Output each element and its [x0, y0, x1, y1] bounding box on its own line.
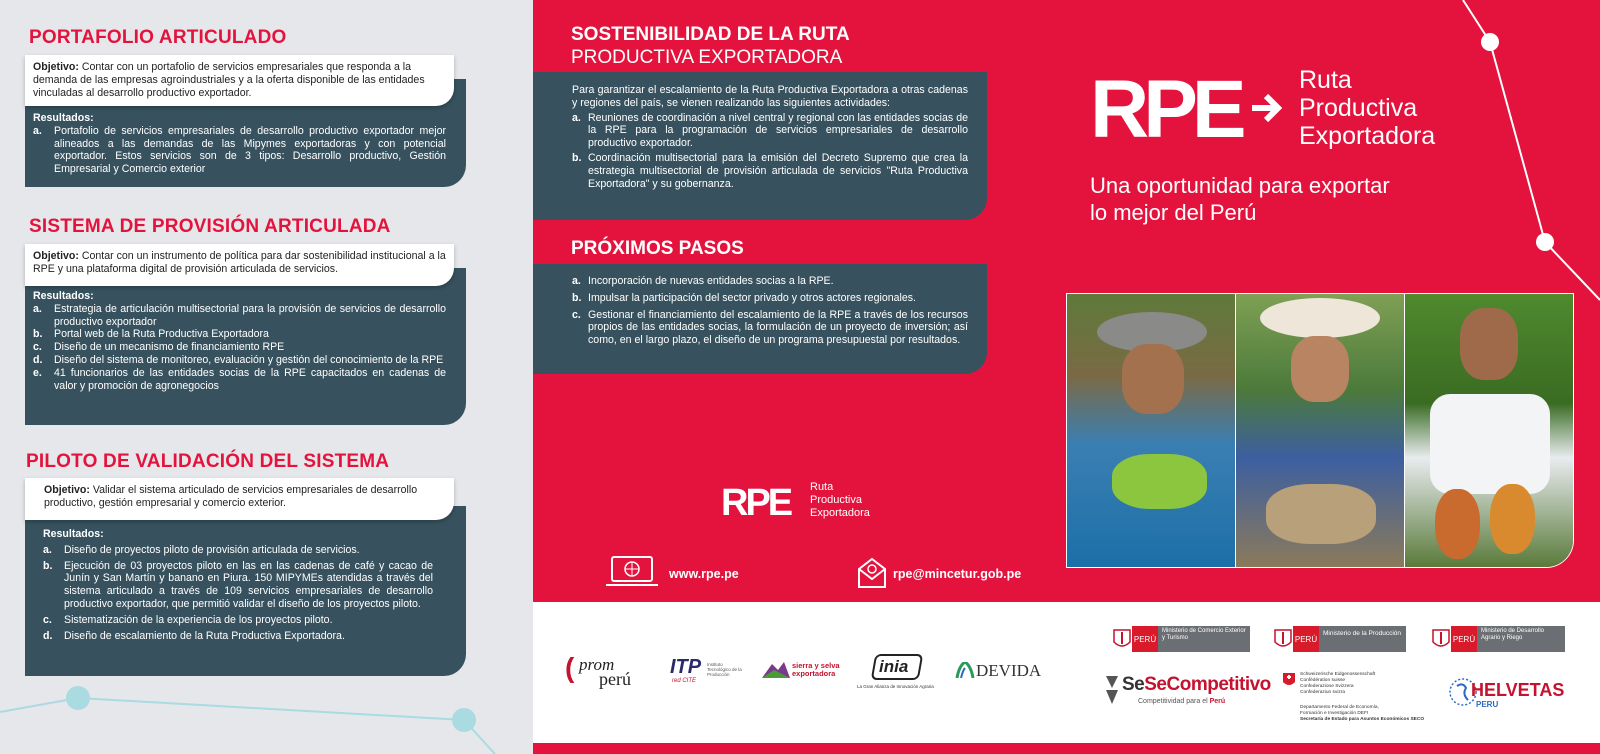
tagline-line: lo mejor del Perú: [1090, 200, 1257, 225]
peru-label: PERÚ: [1451, 626, 1477, 652]
rpe-logo-small: RPE: [721, 482, 791, 524]
objective-box-portafolio: [25, 55, 454, 106]
ministry-name: Ministerio de Comercio Exterior y Turismo: [1158, 626, 1250, 652]
laptop-globe-icon: [604, 555, 660, 589]
list-item: b. Impulsar la participación del sector privado y otros actores regionales.: [572, 291, 916, 304]
list-item: a. Diseño de proyectos piloto de provisión articulada de servicios.: [43, 543, 360, 556]
objective-label: Objetivo:: [33, 61, 79, 73]
sostenibilidad-intro: Para garantizar el escalamiento de la Ruta Productiva Exportadora a otras cadenas y regiones del país, se vienen realizando las siguientes actividades:: [572, 84, 968, 109]
email-envelope-icon: [856, 555, 888, 589]
helvetas-logo: HELVETAS PERU: [1448, 676, 1573, 712]
arrow-icon: [1250, 88, 1282, 128]
peru-shield-icon: [1273, 626, 1293, 652]
brand-line: Ruta: [810, 481, 834, 493]
swiss-confederation-logo: Schweizerische Eidgenossenschaft Confédération suisse Confederazione Svizzera Confederaziun svizra Departamento Federal de Economía, Formación e Investigación DEFI Secretaría de Estado para Asuntos Económicos SECO: [1282, 672, 1422, 728]
brand-line: Exportadora: [810, 507, 870, 519]
list-item: c. Diseño de un mecanismo de financiamiento RPE: [33, 341, 285, 354]
promperu-logo: ( prom perú: [565, 652, 631, 689]
objective-box-sistema: [25, 244, 454, 286]
tagline: [1090, 172, 1390, 226]
objective-text: Validar el sistema articulado de servicios empresariales de desarrollo productivo, gestión empresarial y comercio exterior.: [44, 484, 418, 509]
list-item: e. 41 funcionarios de las entidades socias de la RPE capacitados en cadenas de valor y promoción de agronegocios: [33, 366, 446, 392]
swiss-cross-icon: [1282, 672, 1296, 688]
results-box-piloto: [25, 506, 466, 676]
objective-text: Contar con un portafolio de servicios empresariales que responda a la demanda de las empresas agroindustriales y a la oferta disponible de las entidades vinculadas al desarrollo productivo exportador.: [33, 61, 425, 99]
photo-farmer-coffee: [1236, 294, 1405, 567]
email-link[interactable]: rpe@mincetur.gob.pe: [893, 567, 1022, 581]
photo-farmer-banana: [1067, 294, 1236, 567]
results-list: [43, 544, 433, 643]
peru-shield-icon: [1112, 626, 1132, 652]
list-item: d. Diseño del sistema de monitoreo, evaluación y gestión del conocimiento de la RPE: [33, 353, 444, 366]
sierra-selva-logo: sierra y selva exportadora: [762, 658, 852, 684]
list-item: b. Ejecución de 03 proyectos piloto en las en las cadenas de café y cacao de Junín y San Martín y banano en Piura. 150 MIPYMEs atendidas a través del sistema articulado a través de 109 servicios empresariales de desarrollo productivo exportador, que permitió validar el diseño de los proyectos piloto.: [43, 559, 433, 610]
ministry-name: Ministerio de Desarrollo Agrario y Riego: [1477, 626, 1565, 652]
proximos-box: [533, 264, 987, 374]
website-link[interactable]: www.rpe.pe: [669, 567, 739, 581]
objective-label: Objetivo:: [44, 484, 90, 496]
ministry-name: Ministerio de la Producción: [1319, 626, 1406, 652]
list-item: c. Gestionar el financiamiento del escalamiento de la RPE a través de los recursos propios de las entidades socias, la formulación de un proyecto de inversión; así como, en el largo plazo, el diseño de un programa presupuestal por resultados.: [572, 308, 968, 347]
rpe-logo-large: RPE: [1090, 64, 1241, 155]
results-box-sistema: [25, 268, 466, 425]
rpe-logo-text: [1299, 66, 1435, 150]
peru-shield-icon: [1431, 626, 1451, 652]
proximos-list: [572, 275, 968, 347]
objective-text: Contar con un instrumento de política para dar sostenibilidad institucional a la RPE y una plataforma digital de provisión articulada de servicios.: [33, 250, 446, 275]
section-title-sostenibilidad: SOSTENIBILIDAD DE LA RUTA: [571, 24, 850, 45]
list-item: d. Diseño de escalamiento de la Ruta Productiva Exportadora.: [43, 629, 345, 642]
objective-label: Objetivo:: [33, 250, 79, 262]
produce-logo: [1273, 626, 1406, 652]
rpe-logo-small-text: [810, 481, 870, 520]
arrows-icon: [1102, 674, 1122, 706]
peru-label: PERÚ: [1293, 626, 1319, 652]
section-title-sistema: SISTEMA DE PROVISIÓN ARTICULADA: [29, 216, 391, 237]
devida-logo: DEVIDA: [955, 660, 1045, 684]
itp-logo: ITP red CITE Instituto Tecnológico de la Producción: [670, 656, 742, 684]
peru-label: PERÚ: [1132, 626, 1158, 652]
photo-farmer-cacao: [1405, 294, 1573, 567]
secompetitivo-logo: SeSeCompetitivo Competitividad para el Perú: [1102, 672, 1242, 710]
list-item: a. Reuniones de coordinación a nivel central y regional con las entidades socias de la RPE para la programación de servicios empresariales de desarrollo productivo exportador.: [572, 111, 968, 150]
sostenibilidad-box: [533, 72, 987, 220]
list-item: b. Coordinación multisectorial para la emisión del Decreto Supremo que crea la estrategia multisectorial de provisión articulada de servicios "Ruta Productiva Exportadora" y su gobernanza.: [572, 151, 968, 190]
inia-logo: inia La Gran Alianza de Innovación Agraria: [857, 654, 942, 692]
results-label: Resultados:: [33, 290, 94, 302]
section-subtitle-sostenibilidad: PRODUCTIVA EXPORTADORA: [571, 47, 843, 68]
farmers-photo: [1066, 293, 1574, 568]
sostenibilidad-list: [572, 112, 968, 191]
list-item: c. Sistematización de la experiencia de los proyectos piloto.: [43, 613, 333, 626]
list-item: a. Estrategia de articulación multisectorial para la provisión de servicios de desarrollo productivo exportador: [33, 302, 446, 328]
mincetur-logo: [1112, 626, 1250, 652]
brand-line: Exportadora: [1299, 122, 1436, 150]
objective-box-piloto: [25, 478, 454, 520]
brand-line: Productiva: [810, 494, 862, 506]
results-list: [33, 125, 446, 176]
results-label: Resultados:: [43, 528, 104, 540]
section-title-piloto: PILOTO DE VALIDACIÓN DEL SISTEMA: [26, 451, 390, 472]
midagri-logo: [1431, 626, 1565, 652]
list-item: a. Portafolio de servicios empresariales de desarrollo productivo exportador mejor alineados a las demandas de las Mipymes exportadoras y con potencial exportador. Estos servicios son de 3 tipos: Desarrollo productivo, Gestión Empresarial y Comercio exterior: [33, 124, 446, 176]
list-item: a. Incorporación de nuevas entidades socias a la RPE.: [572, 275, 834, 287]
brand-line: Productiva: [1299, 94, 1418, 122]
list-item: b. Portal web de la Ruta Productiva Exportadora: [33, 328, 269, 341]
results-list: [33, 303, 446, 393]
results-label: Resultados:: [33, 112, 94, 124]
brand-line: Ruta: [1299, 66, 1352, 94]
bottom-bar: [533, 743, 1600, 754]
tagline-line: Una oportunidad para exportar: [1090, 173, 1390, 198]
section-title-portafolio: PORTAFOLIO ARTICULADO: [29, 27, 287, 48]
section-title-proximos: PRÓXIMOS PASOS: [571, 238, 744, 259]
